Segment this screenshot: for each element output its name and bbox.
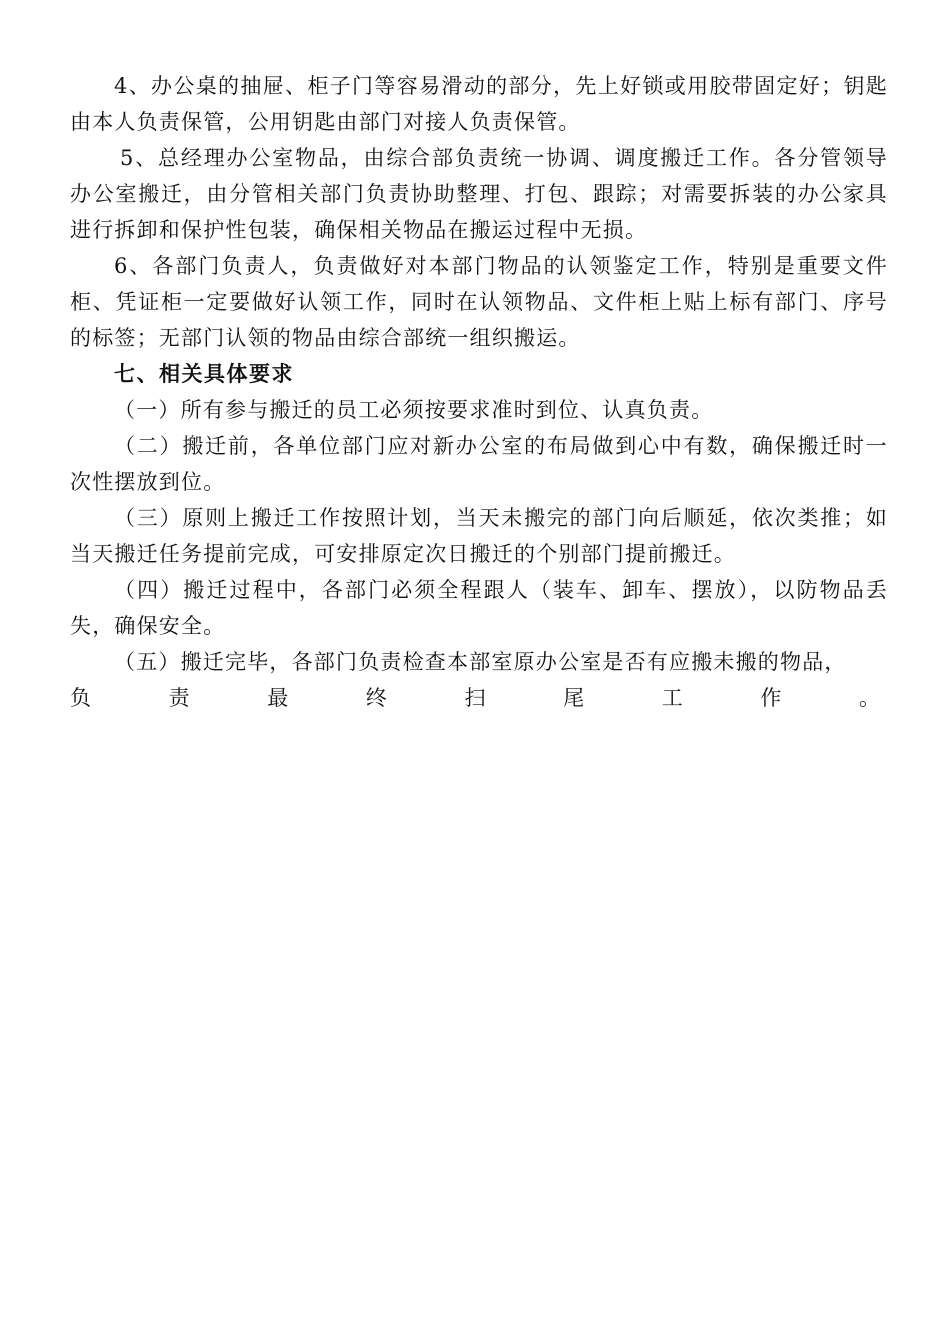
requirement-item-5-line-2 [70,680,880,716]
justified-char: 责 [168,686,190,710]
justified-char: 。 [859,686,880,710]
section-heading: 七、相关具体要求 [114,361,294,386]
requirement-item-5-line-1: （五）搬迁完毕，各部门负责检查本部室原办公室是否有应搬未搬的物品， [114,650,847,674]
justified-char: 工 [661,686,683,710]
justified-char: 终 [365,686,387,710]
justified-char: 作 [760,686,782,710]
requirement-item-2: （二）搬迁前，各单位部门应对新办公室的布局做到心中有数，确保搬迁时一次性摆放到位。 [70,434,888,494]
document-page [70,68,888,716]
requirement-item-3: （三）原则上搬迁工作按照计划，当天未搬完的部门向后顺延，依次类推；如当天搬迁任务提前完成，可安排原定次日搬迁的个别部门提前搬迁。 [70,506,888,566]
requirement-item-4: （四）搬迁过程中，各部门必须全程跟人（装车、卸车、摆放），以防物品丢失，确保安全。 [70,578,888,638]
paragraph-4: 4、办公桌的抽屉、柜子门等容易滑动的部分，先上好锁或用胶带固定好；钥匙由本人负责保管，公用钥匙由部门对接人负责保管。 [70,74,888,134]
justified-char: 扫 [464,686,486,710]
paragraph-5: 5、总经理办公室物品，由综合部负责统一协调、调度搬迁工作。各分管领导办公室搬迁，由分管相关部门负责协助整理、打包、跟踪；对需要拆装的办公家具进行拆卸和保护性包装，确保相关物品在搬运过程中无损。 [70,146,888,242]
justified-char: 尾 [563,686,585,710]
paragraph-6: 6、各部门负责人，负责做好对本部门物品的认领鉴定工作，特别是重要文件柜、凭证柜一定要做好认领工作，同时在认领物品、文件柜上贴上标有部门、序号的标签；无部门认领的物品由综合部统一组织搬运。 [70,254,888,350]
justified-char: 负 [70,686,91,710]
justified-char: 最 [267,686,289,710]
requirement-item-1: （一）所有参与搬迁的员工必须按要求准时到位、认真负责。 [114,398,714,422]
